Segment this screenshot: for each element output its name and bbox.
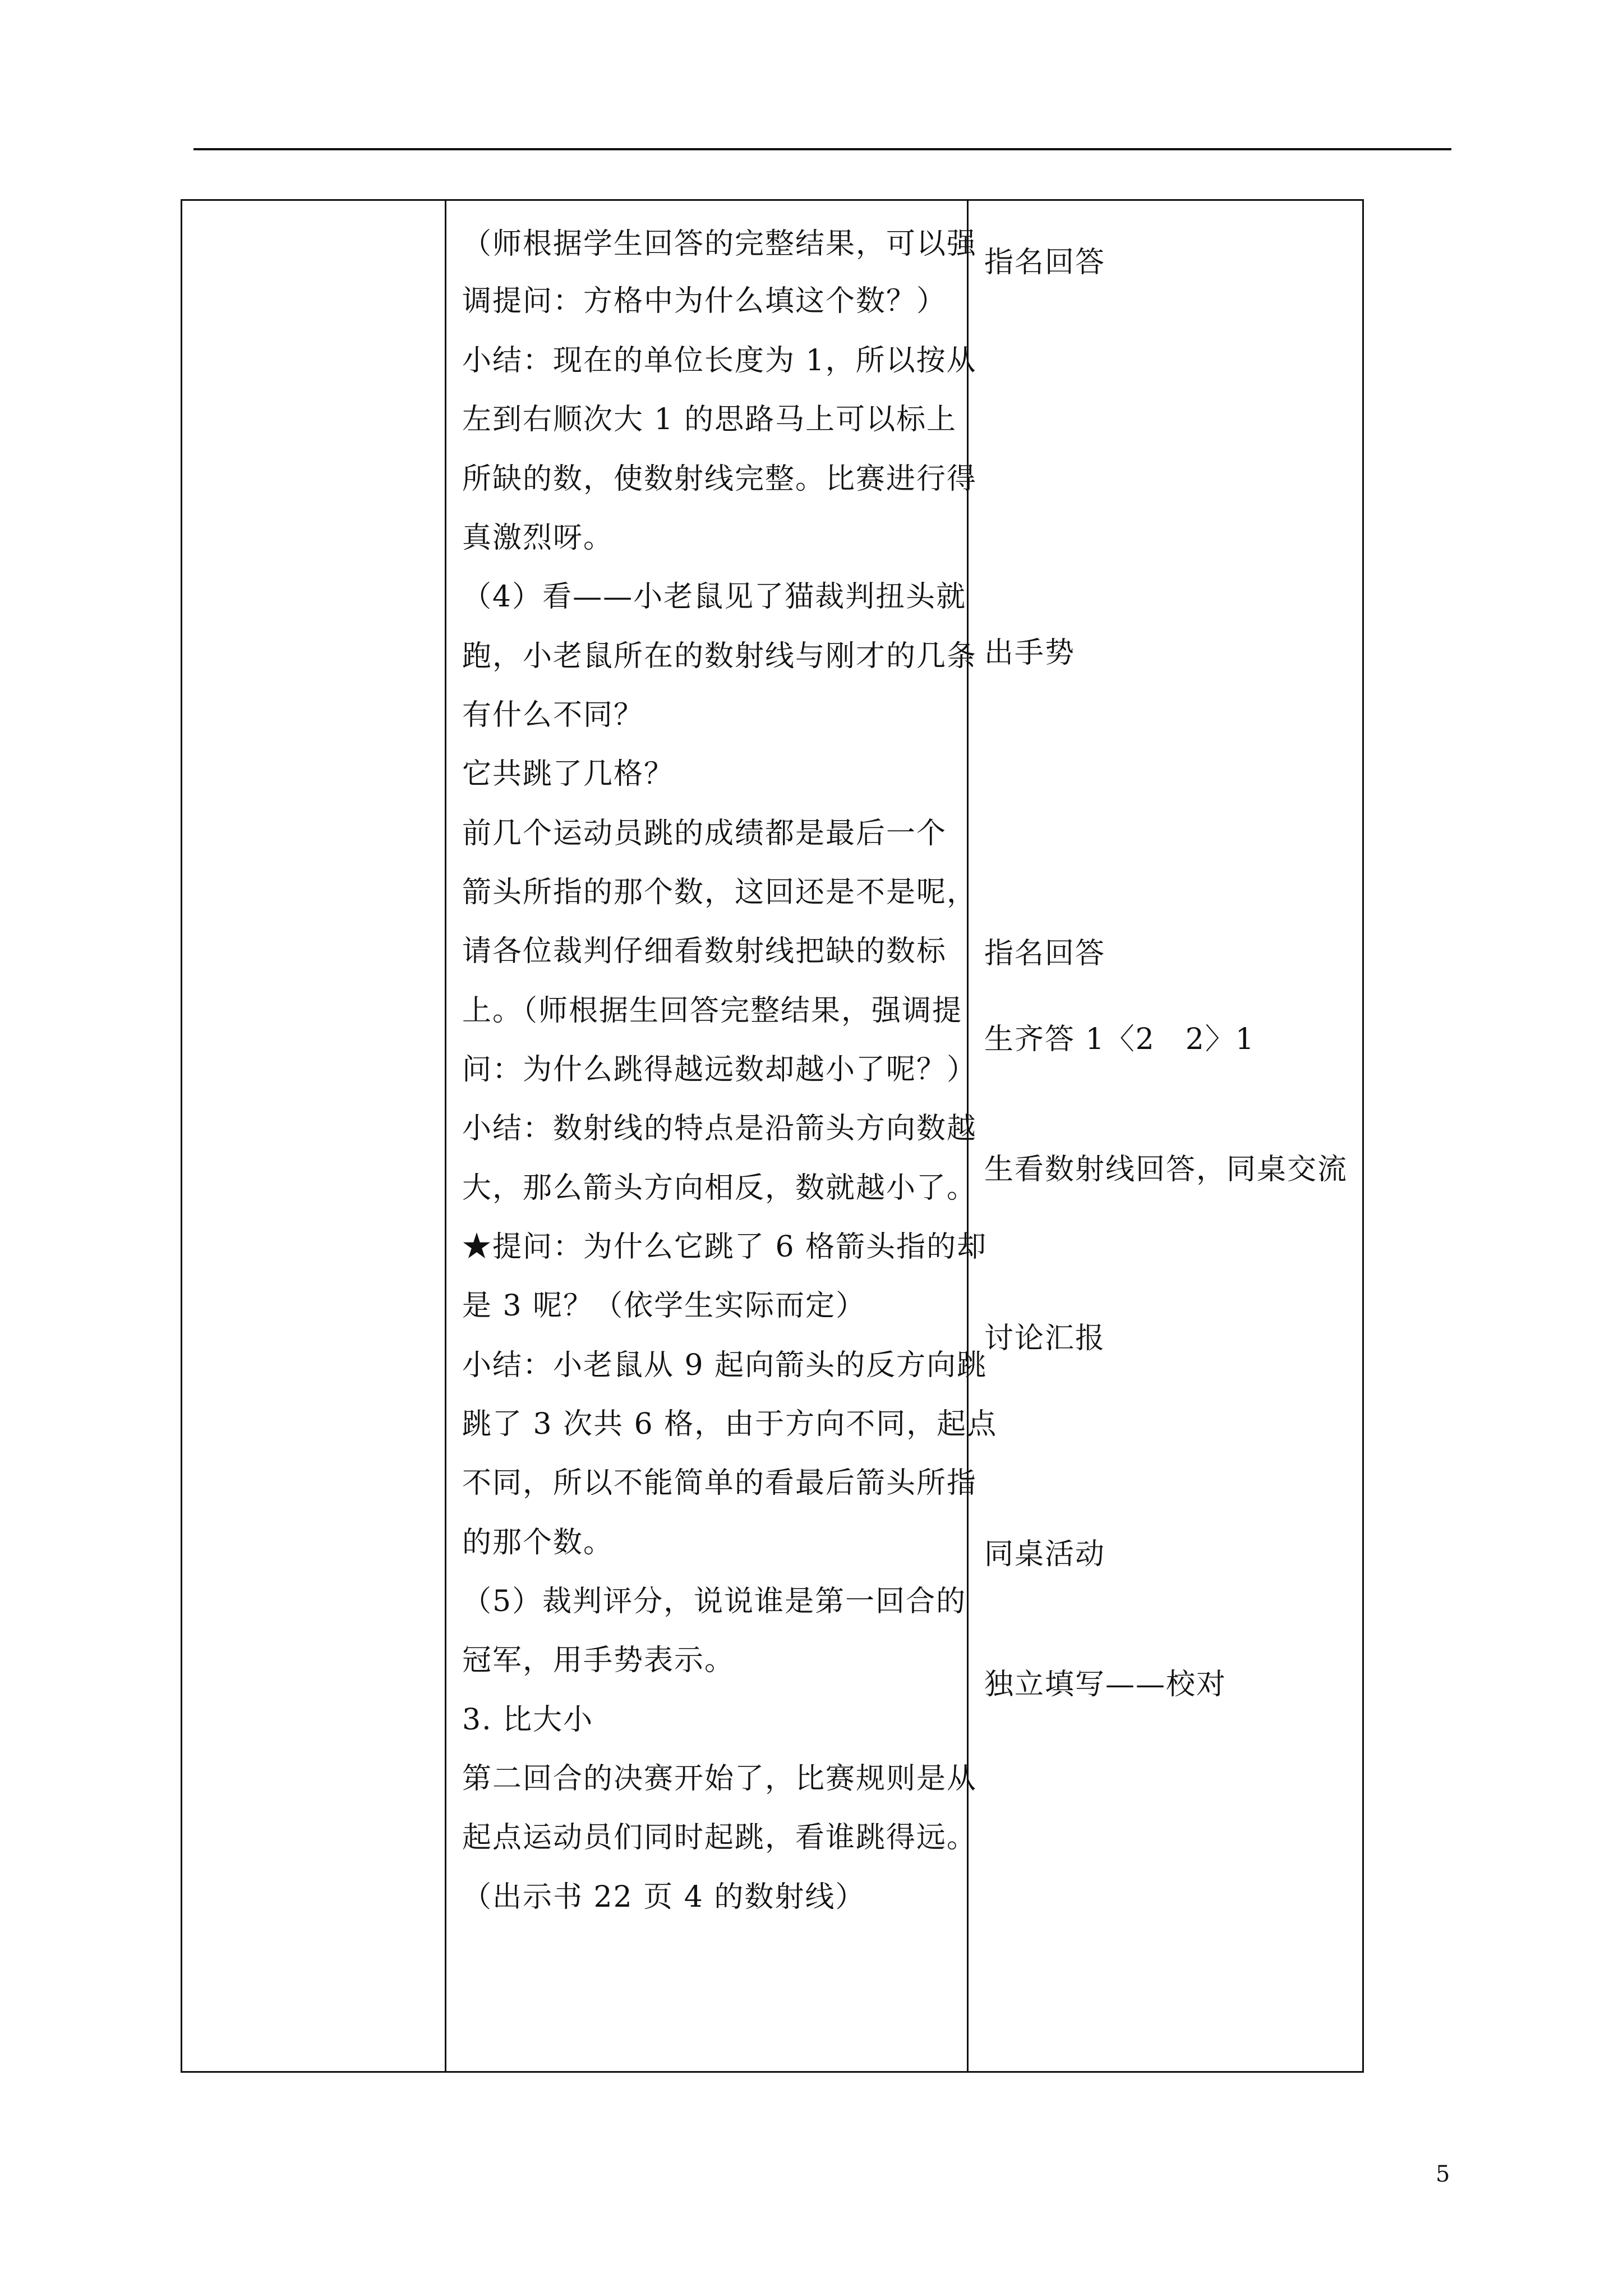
teacher-line: 调提问：方格中为什么填这个数？） bbox=[462, 284, 947, 318]
teacher-line: 左到右顺次大 1 的思路马上可以标上 bbox=[462, 403, 957, 436]
section-heading: 3. 比大小 bbox=[462, 1703, 594, 1737]
teacher-line: 请各位裁判仔细看数射线把缺的数标 bbox=[462, 935, 947, 968]
teacher-line: 小结：小老鼠从 9 起向箭头的反方向跳 bbox=[462, 1349, 988, 1382]
stage-cell bbox=[182, 200, 446, 2072]
teacher-line: 大，那么箭头方向相反，数就越小了。 bbox=[462, 1171, 978, 1205]
teacher-line: 的那个数。 bbox=[462, 1526, 614, 1559]
teacher-line: 冠军，用手势表示。 bbox=[462, 1644, 735, 1677]
teacher-line: 是 3 呢？（依学生实际而定） bbox=[462, 1289, 866, 1323]
teacher-line: 上。（师根据生回答完整结果，强调提 bbox=[462, 994, 963, 1028]
teacher-line: 有什么不同？ bbox=[462, 698, 644, 732]
student-line: 指名回答 bbox=[984, 246, 1106, 279]
student-line: 独立填写——校对 bbox=[984, 1668, 1227, 1701]
teacher-line: （出示书 22 页 4 的数射线） bbox=[462, 1880, 866, 1914]
teacher-line: 起点运动员们同时起跳，看谁跳得远。 bbox=[462, 1821, 978, 1855]
teacher-line: 前几个运动员跳的成绩都是最后一个 bbox=[462, 817, 947, 850]
teacher-line: 第二回合的决赛开始了，比赛规则是从 bbox=[462, 1762, 978, 1796]
student-line: 指名回答 bbox=[984, 937, 1106, 970]
student-activity-cell bbox=[968, 200, 1363, 2072]
teacher-line: 箭头所指的那个数，这回还是不是呢， bbox=[462, 876, 978, 909]
teacher-line: （师根据学生回答的完整结果，可以强 bbox=[462, 227, 978, 261]
teacher-line: 跑，小老鼠所在的数射线与刚才的几条 bbox=[462, 639, 978, 673]
teacher-line: 所缺的数，使数射线完整。比赛进行得 bbox=[462, 462, 978, 496]
student-line: 讨论汇报 bbox=[984, 1322, 1106, 1355]
student-line: 同桌活动 bbox=[984, 1538, 1106, 1571]
page-number: 5 bbox=[1436, 2161, 1450, 2187]
student-line: 生看数射线回答，同桌交流 bbox=[984, 1153, 1348, 1186]
table-row bbox=[182, 200, 1363, 2072]
teacher-line: （4）看——小老鼠见了猫裁判扭头就 bbox=[462, 580, 967, 614]
teacher-line: 跳了 3 次共 6 格，由于方向不同，起点 bbox=[462, 1407, 998, 1441]
teacher-line: 小结：数射线的特点是沿箭头方向数越 bbox=[462, 1112, 978, 1145]
teacher-line: 不同，所以不能简单的看最后箭头所指 bbox=[462, 1466, 978, 1500]
header-rule bbox=[193, 148, 1451, 150]
teacher-line: 问：为什么跳得越远数却越小了呢？） bbox=[462, 1053, 978, 1087]
student-line: 出手势 bbox=[984, 636, 1076, 670]
teacher-activity-cell bbox=[446, 200, 998, 2072]
teacher-line: （5）裁判评分，说说谁是第一回合的 bbox=[462, 1585, 967, 1618]
lesson-table bbox=[181, 199, 1364, 2073]
teacher-line: 小结：现在的单位长度为 1，所以按从 bbox=[462, 344, 977, 378]
student-line: 生齐答 1〈2 2〉1 bbox=[984, 1023, 1255, 1056]
teacher-line: 真激烈呀。 bbox=[462, 521, 614, 555]
teacher-line: ★提问：为什么它跳了 6 格箭头指的却 bbox=[462, 1230, 988, 1264]
teacher-line: 它共跳了几格？ bbox=[462, 757, 675, 791]
